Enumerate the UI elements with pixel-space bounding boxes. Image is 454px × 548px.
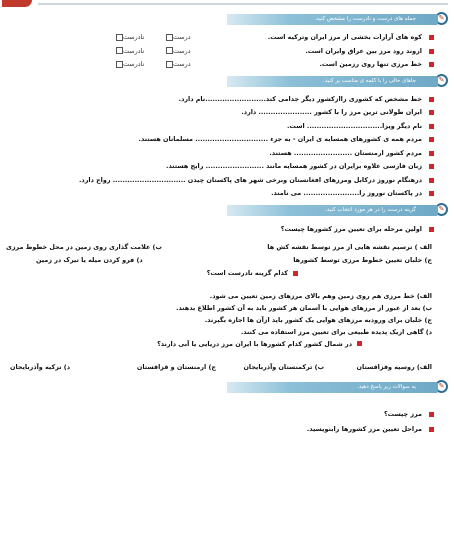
question-text: در شمال کشور کدام کشورها با ایران مرز دریایی یا آبی دارند؟: [157, 339, 352, 348]
bullet-square-icon: [429, 427, 434, 432]
short-answer-item: [6, 407, 448, 422]
question-text: خط مرزی تنها روی رزمین است.: [319, 60, 422, 68]
top-divider: [38, 3, 448, 5]
true-false-item: [6, 58, 448, 72]
question-text: کوه های آرارات بخشی از مرز ایران وترکیه است.: [267, 33, 422, 41]
question-text: زبان فارسی علاوه برایران در کشور همسایه مانند ........................ رایج هستند.: [166, 162, 422, 170]
bullet-square-icon: [357, 341, 362, 346]
true-option[interactable]: درست: [164, 31, 191, 45]
section-icon: ✎: [435, 380, 448, 393]
section-header-bar: [227, 205, 438, 216]
checkbox[interactable]: [116, 61, 123, 68]
question-text: مرز چیست؟: [383, 409, 422, 418]
section-icon: ✎: [435, 203, 448, 216]
true-option[interactable]: درست: [164, 45, 191, 59]
bullet-square-icon: [429, 151, 434, 156]
bullet-square-icon: [429, 227, 434, 232]
question-text: مراحل تعیین مرز کشورها رابنویسید.: [306, 424, 422, 433]
false-option[interactable]: نادرست: [114, 45, 144, 59]
section-title: جمله های درست و نادرست را مشخص کنید.: [314, 16, 416, 22]
option-d[interactable]: د) گاهی ازیک پدیده طبیعی برای تعیین مرز استفاده می کنند.: [240, 327, 432, 336]
checkbox[interactable]: [166, 61, 173, 68]
true-false-item: [6, 31, 448, 45]
section-header-bar: [227, 382, 438, 393]
section-title: گزینه درست را در هر مورد انتخاب کنید.: [325, 206, 416, 213]
bullet-square-icon: [429, 191, 434, 196]
checkbox[interactable]: [116, 34, 123, 41]
option-a[interactable]: الف) خط مرزی هم روی زمین وهم بالای مرزهای زمین تعیین می شود.: [209, 291, 432, 300]
mc-option-line: [6, 290, 448, 302]
section-header-bar: [227, 14, 438, 25]
section-icon: ✎: [435, 12, 448, 25]
section-icon: ✎: [435, 74, 448, 87]
mc-question: [6, 222, 448, 237]
false-option[interactable]: نادرست: [114, 58, 144, 72]
bullet-square-icon: [429, 164, 434, 169]
checkbox[interactable]: [116, 47, 123, 54]
question-text: مردم کشور ارمنستان ........................ هستند.: [269, 148, 422, 157]
mc-question: [6, 267, 448, 280]
option-b[interactable]: ب) ترکمنستان وآذربایجان: [243, 362, 324, 371]
option-d[interactable]: د) ترکیه وآذربایجان: [10, 362, 71, 371]
checkbox[interactable]: [166, 34, 173, 41]
bullet-square-icon: [429, 124, 434, 129]
section-header-short-answer: [6, 380, 448, 395]
fill-blank-item: [6, 160, 448, 174]
question-text: درهنگام نوروز درکابل ومرزهای افغانستان وبرخی شهر های پاکستان چیدن .............................. رواج دارد.: [79, 175, 422, 184]
section-title: جاهای خالی را با کلمه ی مناسب پر کنید.: [323, 77, 416, 84]
false-option[interactable]: نادرست: [114, 31, 144, 45]
question-text: کدام گزینه نادرست است؟: [206, 268, 288, 277]
option-b[interactable]: ب) علامت گذاری روی زمین در محل خطوط مرزی: [6, 242, 162, 251]
section-header-bar: [227, 76, 438, 87]
option-c[interactable]: ج) خلبان برای ورودبه مرزهای هوایی یک کشور باید ازآن ها اجازه بگیرند.: [204, 315, 432, 324]
mc-option-line: [6, 314, 448, 326]
checkbox[interactable]: [166, 47, 173, 54]
mc-options-row: [6, 360, 448, 374]
section-title: به سوالات زیر پاسخ دهید.: [357, 383, 416, 390]
question-text: نام دیگر ویزا............................... است.: [287, 121, 422, 130]
bullet-square-icon: [293, 271, 298, 276]
mc-question: [6, 338, 448, 350]
fill-blank-item: [6, 147, 448, 161]
section-header-true-false: [6, 12, 448, 27]
option-a[interactable]: الف) روسیه وقزاقستان: [356, 362, 432, 371]
mc-option-line: [6, 326, 448, 338]
bullet-square-icon: [429, 62, 434, 67]
option-d[interactable]: د) فرو کردن میله یا تیرک در زمین: [36, 255, 143, 264]
true-false-item: [6, 45, 448, 59]
question-text: ایران طولانی ترین مرز را با کشور ...................... دارد.: [241, 108, 422, 116]
short-answer-item: [6, 422, 448, 437]
bullet-square-icon: [429, 35, 434, 40]
fill-blank-item: [6, 174, 448, 188]
question-text: مردم همه ی کشورهای همسایه ی ایران - به جزء .............................. مسلمانان هستند.: [138, 135, 422, 143]
fill-blank-item: [6, 187, 448, 201]
mc-options-row: [6, 254, 448, 267]
question-text: خط مشخص که کشوری راازکشور دیگر جدامی کند.........................نام دارد.: [178, 94, 422, 103]
option-a[interactable]: الف ) ترسیم نقشه هایی از مرز توسط نقشه کش ها: [267, 242, 432, 251]
question-text: اولین مرحله برای تعیین مرز کشورها چیست؟: [280, 224, 422, 233]
bullet-square-icon: [429, 110, 434, 115]
question-text: اروند رود مرز بین عراق وایران است.: [305, 46, 422, 55]
fill-blank-item: [6, 120, 448, 134]
fill-blank-item: [6, 93, 448, 107]
mc-option-line: [6, 302, 448, 314]
bullet-square-icon: [429, 412, 434, 417]
option-b[interactable]: ب) بعد از عبور از مرزهای هوایی با آسمان هر کشور باید به آن کشور اطلاع بدهند.: [176, 303, 432, 312]
mc-options-row: [6, 240, 448, 254]
bullet-square-icon: [429, 178, 434, 183]
option-c[interactable]: ج) خلبان تعیین خطوط مرزی توسط کشورها: [293, 255, 432, 264]
corner-badge: [2, 0, 32, 7]
bullet-square-icon: [429, 137, 434, 142]
fill-blank-item: [6, 106, 448, 120]
bullet-square-icon: [429, 49, 434, 54]
section-header-multiple-choice: [6, 203, 448, 218]
section-header-fill-blanks: [6, 74, 448, 89]
question-text: در پاکستان نوروز را....................... می نامند.: [271, 189, 422, 197]
option-c[interactable]: ج) ارمنستان و قزاقستان: [136, 362, 216, 371]
bullet-square-icon: [429, 97, 434, 102]
top-strip: [0, 0, 454, 8]
worksheet: [6, 10, 448, 437]
true-option[interactable]: درست: [164, 58, 191, 72]
fill-blank-item: [6, 133, 448, 147]
